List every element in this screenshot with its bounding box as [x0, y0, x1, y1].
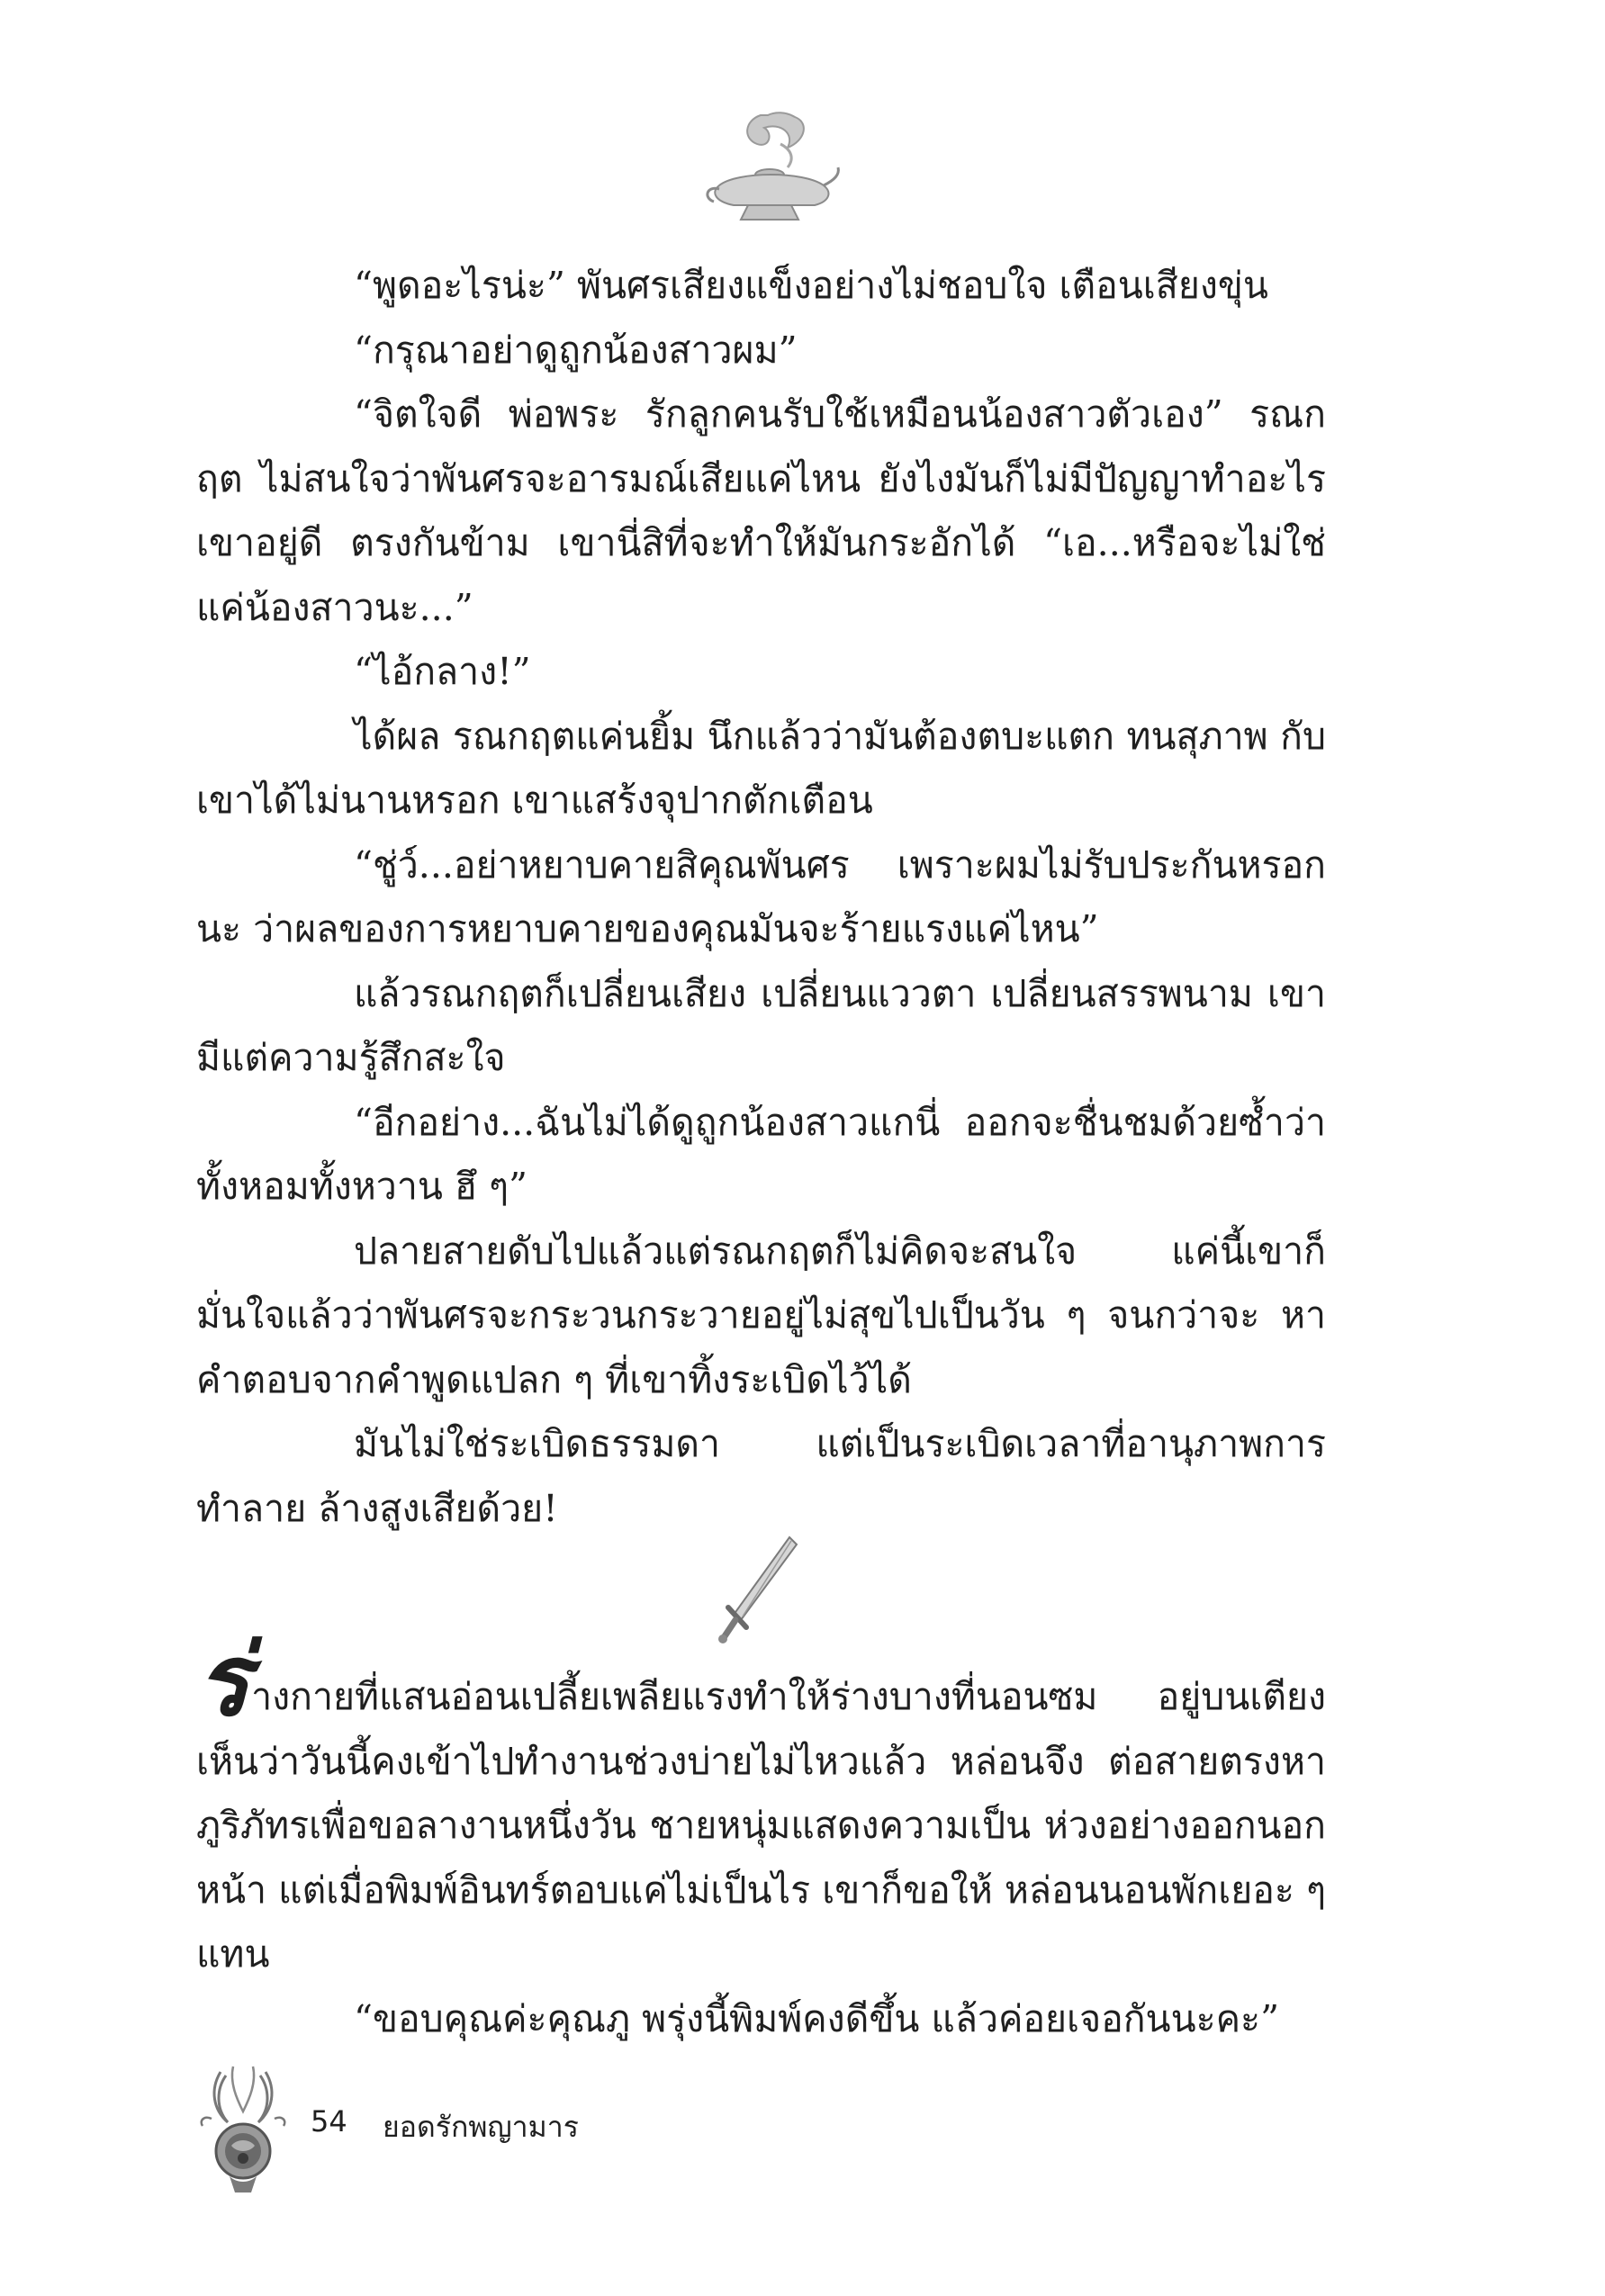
book-title: ยอดรักพญามาร	[383, 2110, 579, 2144]
story-section-2	[196, 1622, 1326, 2051]
drop-cap: ร่	[196, 1622, 250, 1738]
story-section-1	[196, 254, 1326, 1541]
paragraph: “ขอบคุณค่ะคุณภู พรุ่งนี้พิมพ์คงดีขึ้น แล้วค่อยเจอกันนะคะ”	[354, 1996, 1280, 2040]
paragraph: “อีกอย่าง...ฉันไม่ได้ดูถูกน้องสาวแกนี่ ออกจะชื่นชมด้วยซ้ำว่า ทั้งหอมทั้งหวาน ฮึ ๆ”	[196, 1100, 1326, 1208]
paragraph: ปลายสายดับไปแล้วแต่รณกฤตก็ไม่คิดจะสนใจ แค่นี้เขาก็ มั่นใจแล้วว่าพันศรจะกระวนกระวายอยู่ไม่สุขไปเป็นวัน ๆ จนกว่าจะ หาคำตอบจากคำพูดแปลก ๆ ที่เขาทิ้งระเบิดไว้ได้	[196, 1229, 1326, 1401]
paragraph: “ชู่ว์...อย่าหยาบคายสิคุณพันศร เพราะผมไม่รับประกันหรอกนะ ว่าผลของการหยาบคายของคุณมันจะร้ายแรงแค่ไหน”	[196, 842, 1326, 950]
paragraph: “พูดอะไรน่ะ” พันศรเสียงแข็งอย่างไม่ชอบใจ เตือนเสียงขุ่น	[354, 264, 1268, 307]
paragraph: ได้ผล รณกฤตแค่นยิ้ม นึกแล้วว่ามันต้องตบะแตก ทนสุภาพ กับเขาได้ไม่นานหรอก เขาแสร้งจุปากตักเตือน	[196, 714, 1326, 822]
paragraph: “กรุณาอย่าดูถูกน้องสาวผม”	[354, 328, 798, 372]
paragraph: แล้วรณกฤตก็เปลี่ยนเสียง เปลี่ยนแววตา เปลี่ยนสรรพนาม เขามีแต่ความรู้สึกสะใจ	[196, 971, 1326, 1079]
paragraph: “ไอ้กลาง!”	[354, 650, 531, 693]
serpent-medallion-icon	[194, 2063, 293, 2198]
sword-icon	[716, 1530, 806, 1647]
genie-lamp-icon	[698, 108, 842, 230]
opening-paragraph	[196, 1622, 1326, 1987]
paragraph: มันไม่ใช่ระเบิดธรรมดา แต่เป็นระเบิดเวลาที่อานุภาพการทำลาย ล้างสูงเสียด้วย!	[196, 1422, 1326, 1530]
paragraph: “จิตใจดี พ่อพระ รักลูกคนรับใช้เหมือนน้องสาวตัวเอง” รณกฤต ไม่สนใจว่าพันศรจะอารมณ์เสียแค่ไหน ยังไงมันก็ไม่มีปัญญาทำอะไร เขาอยู่ดี ตรงกันข้าม เขานี่สิที่จะทำให้มันกระอักได้ “เอ...หรือจะไม่ใช่ แค่น้องสาวนะ...”	[196, 392, 1326, 629]
page-number: 54	[311, 2104, 347, 2138]
opening-paragraph-text: างกายที่แสนอ่อนเปลี้ยเพลียแรงทำให้ร่างบางที่นอนซม อยู่บนเตียงเห็นว่าวันนี้คงเข้าไปทำงานช่วงบ่ายไม่ไหวแล้ว หล่อนจึง ต่อสายตรงหาภูริภัทรเพื่อขอลางานหนึ่งวัน ชายหนุ่มแสดงความเป็น ห่วงอย่างออกนอกหน้า แต่เมื่อพิมพ์อินทร์ตอบแค่ไม่เป็นไร เขาก็ขอให้ หล่อนนอนพักเยอะ ๆ แทน	[196, 1675, 1326, 1976]
